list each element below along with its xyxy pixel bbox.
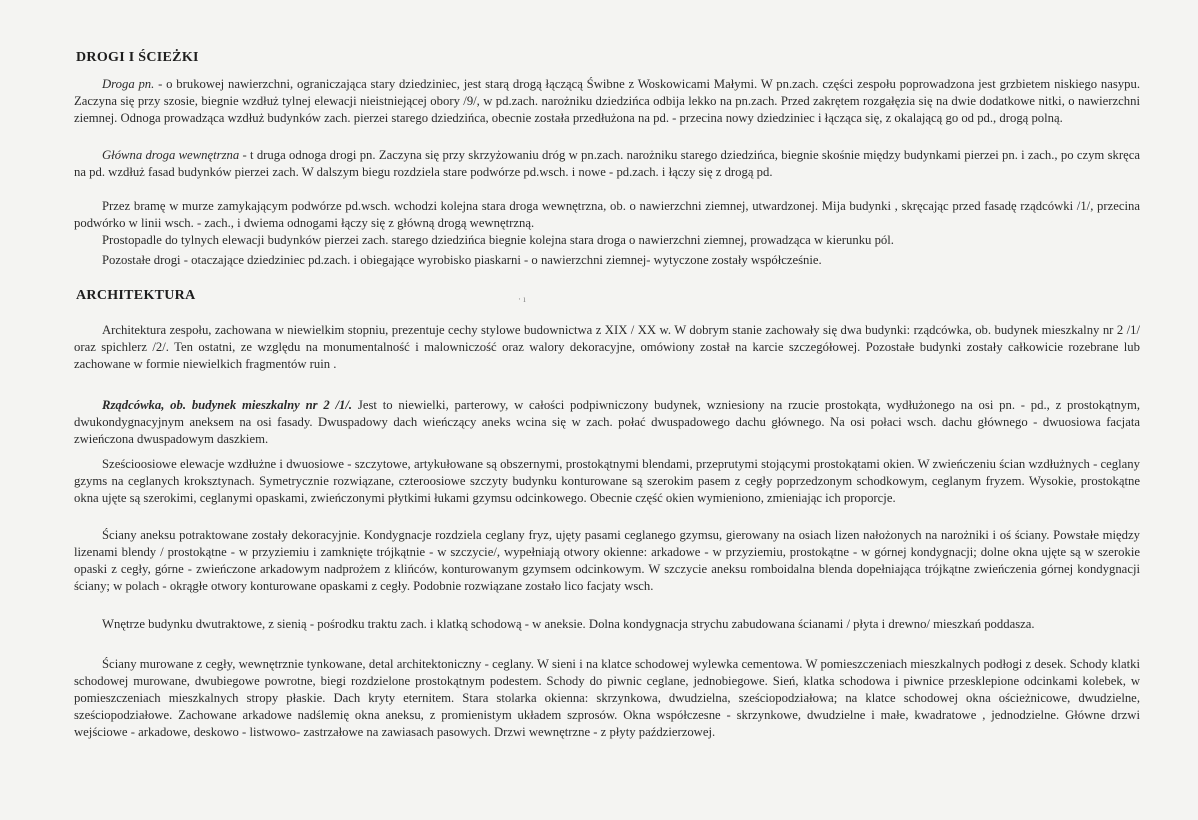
paragraph-brama (74, 198, 1140, 232)
paragraph-text: Wnętrze budynku dwutraktowe, z sienią - pośrodku traktu zach. i klatką schodową - w aneksie. Dolna kondygnacja strychu zabudowana ścianami / płyta i drewno/ mieszkań poddasza. (102, 617, 1035, 631)
paragraph-architektura-intro (74, 322, 1140, 373)
paragraph-sciany-aneksu (74, 527, 1140, 595)
paragraph-text: Przez bramę w murze zamykającym podwórze pd.wsch. wchodzi kolejna stara droga wewnętrzna, ob. o nawierzchni ziemnej, utwardzonej. Mija budynki , skręcając przed fasadę rządcówki /1/, przecina podwórko w linii wsch. - zach., i dwiema odnogami łączy się z główną drogą wewnętrzną. (74, 199, 1140, 230)
paragraph-text: Jest to niewielki, parterowy, w całości podpiwniczony budynek, wzniesiony na rzucie prostokąta, wydłużonego na osi pn. - pd., z prostokątnym, dwukondygnacyjnym aneksem na osi fasady. Dwuspadowy dach wieńczący aneks wcina się w zach. połać dwuspadowego dachu głównego. Na osi połaci wsch. dachu głównego - dwuosiowa facjata zwieńczona dwuspadowym daszkiem. (74, 398, 1140, 446)
paragraph-text: Ściany murowane z cegły, wewnętrznie tynkowane, detal architektoniczny - ceglany. W sieni i na klatce schodowej wylewka cementowa. W pomieszczeniach mieszkalnych podłogi z desek. Schody klatki schodowej murowane, dwubiegowe powrotne, biegi rozdzielone prostokątnym podestem. Schody do piwnic ceglane, jednobiegowe. Sień, klatka schodowa i piwnice przesklepione odcinkami kolebek, w pomieszczeniach mieszkalnych stropy płaskie. Dach kryty eternitem. Stara stolarka okienna: skrzynkowa, dwudzielna, sześciopodziałowa; na klatce schodowej okna ościeżnicowe, dwudzielne, sześciopodziałowe. Zachowane arkadowe nadślemię okna aneksu, z promienistym układem szprosów. Okna współczesne - skrzynkowe, dwudzielne i małe, kwadratowe , jednodzielne. Główne drzwi wejściowe - arkadowe, deskowo - listwowo- zastrzałowe na zawiasach pasowych. Drzwi wewnętrzne - z płyty paździerzowej. (74, 657, 1140, 739)
paragraph-prostopadle (74, 232, 1140, 249)
paragraph-pozostale-drogi (74, 252, 1140, 269)
paragraph-text: - o brukowej nawierzchni, ograniczająca stary dziedziniec, jest starą drogą łączącą Świbne z Woskowicami Małymi. W pn.zach. części zespołu poprowadzona jest grzbietem niskiego nasypu. Zaczyna się przy szosie, biegnie wzdłuż tylnej elewacji nieistniejącej obory /9/, w pd.zach. narożniku dziedzińca odbija lekko na pn.zach. Przed zakrętem rozgałęzia się na dwie dodatkowe nitki, o nawierzchni ziemnej. Odnoga prowadząca wzdłuż budynków zach. pierzei starego dziedzińca, obecnie została przedłużona na pd. - przecina nowy dziedziniec i łącząca się, z okalającą go od pd., drogą polną. (74, 77, 1140, 125)
paragraph-elewacje (74, 456, 1140, 507)
paragraph-sciany-murowane (74, 656, 1140, 741)
paragraph-rzadcowka (74, 397, 1140, 448)
paragraph-text: - t druga odnoga drogi pn. Zaczyna się przy skrzyżowaniu dróg w pn.zach. narożniku starego dziedzińca, biegnie skośnie między budynkami pierzei pn. i zach., po czym skręca na pd. wzdłuż fasad budynków pierzei zach. W dalszym biegu rozdziela stare podwórze pd.wsch. i nowe - pd.zach. i łączy się z drogą pd. (74, 148, 1140, 179)
paragraph-text: Prostopadle do tylnych elewacji budynków pierzei zach. starego dziedzińca biegnie kolejna stara droga o nawierzchni ziemnej, prowadząca w kierunku pól. (102, 233, 894, 247)
paragraph-text: Ściany aneksu potraktowane zostały dekoracyjnie. Kondygnacje rozdziela ceglany fryz, ujęty pasami ceglanego gzymsu, gierowany na osiach lizen nałożonych na narożniki i oś ściany. Powstałe między lizenami blendy / prostokątne - w przyziemiu i zamknięte trójkątnie - w szczycie/, wypełniają otwory okienne: arkadowe - w przyziemiu, prostokątne - w górnej kondygnacji; dolne okna ujęte są w szerokie opaski z cegły, górne - zwieńczone arkadowym nadprożem z klińców, konturowanym gzymsem odcinkowym. W szczycie aneksu romboidalna blenda dopełniająca trójkątne zwieńczenia górnej kondygnacji ściany; w polach - okrągłe otwory konturowane opaskami z cegły. Podobnie rozwiązane zostało lico facjaty wsch. (74, 528, 1140, 593)
heading-architektura: ARCHITEKTURA (76, 288, 196, 303)
paragraph-text: Architektura zespołu, zachowana w niewielkim stopniu, prezentuje cechy stylowe budownictwa z XIX / XX w. W dobrym stanie zachowały się dwa budynki: rządcówka, ob. budynek mieszkalny nr 2 /1/ oraz spichlerz /2/. Ten ostatni, ze względu na monumentalność i malowniczość oraz walory dekoracyjne, omówiony został na karcie szczegółowej. Pozostałe budynki zostały całkowicie rozebrane lub zachowane w formie niewielkich fragmentów ruin . (74, 323, 1140, 371)
scan-mark: · ı (518, 294, 526, 304)
paragraph-droga-pn (74, 76, 1140, 127)
paragraph-text: Pozostałe drogi - otaczające dziedziniec pd.zach. i obiegające wyrobisko piaskarni - o nawierzchni ziemnej- wytyczone zostały współcześnie. (102, 253, 822, 267)
paragraph-lead: Rządcówka, ob. budynek mieszkalny nr 2 /1/. (102, 398, 353, 412)
paragraph-text: Sześcioosiowe elewacje wzdłużne i dwuosiowe - szczytowe, artykułowane są obszernymi, prostokątnymi blendami, przeprutymi stojącymi prostokątami okien. W zwieńczeniu ścian wzdłużnych - ceglany gzyms na ceglanych kroksztynach. Symetrycznie rozwiązane, czteroosiowe szczyty budynku konturowane są szerokim pasem z cegły poprzedzonym schodkowym, ceglanym fryzem. Wysokie, prostokątne okna ujęte są szerokimi, ceglanymi opaskami, zwieńczonymi płytkimi łukami gzymsu odcinkowego. Obecnie część okien wymieniono, zmieniając ich proporcje. (74, 457, 1140, 505)
paragraph-lead: Droga pn. (102, 77, 155, 91)
heading-drogi: DROGI I ŚCIEŻKI (76, 50, 199, 65)
paragraph-wnetrze (74, 616, 1140, 633)
paragraph-glowna-droga (74, 147, 1140, 181)
paragraph-lead: Główna droga wewnętrzna (102, 148, 240, 162)
